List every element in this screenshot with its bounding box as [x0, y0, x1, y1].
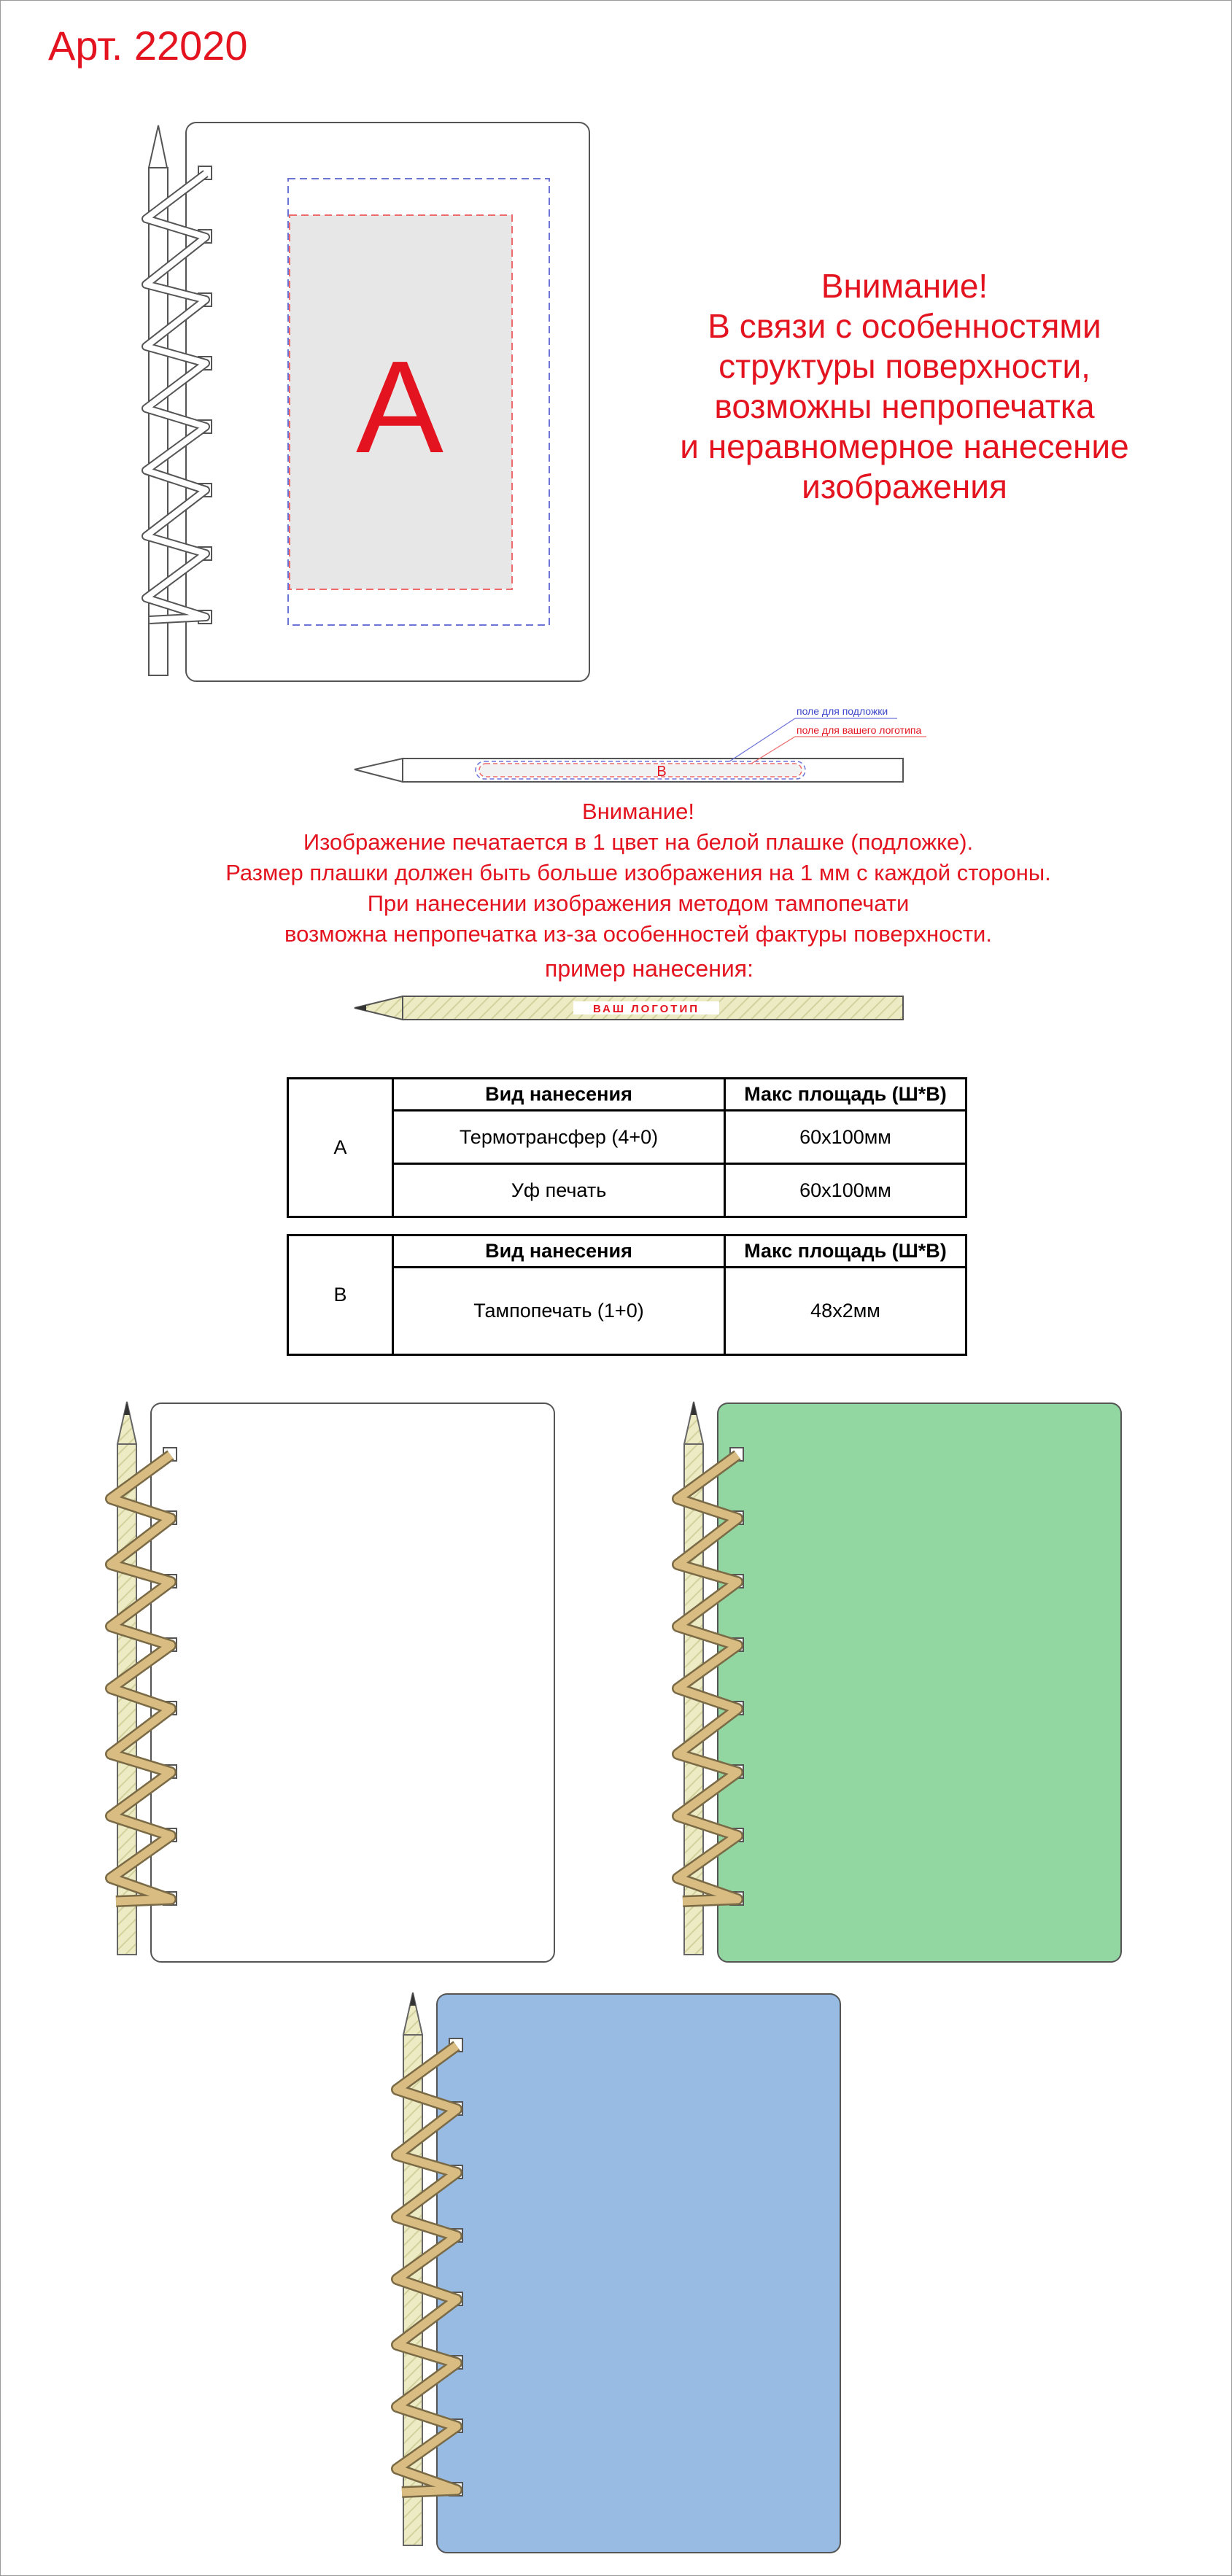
print-warning-line: Изображение печатается в 1 цвет на белой плашке (подложке). [303, 829, 974, 855]
table-cell: 60x100мм [725, 1164, 966, 1217]
legend-logo-field: поле для вашего логотипа [797, 724, 922, 736]
surface-warning-line: изображения [802, 468, 1007, 505]
print-warning-line: Внимание! [582, 799, 694, 824]
table-b-letter: B [288, 1235, 393, 1355]
table-header: Вид нанесения [393, 1079, 725, 1111]
article-number: Арт. 22020 [48, 23, 248, 69]
example-logo-text: ВАШ ЛОГОТИП [592, 1003, 700, 1015]
surface-warning-line: структуры поверхности, [718, 347, 1090, 385]
color-variants [0, 1386, 1232, 2567]
table-cell: 60x100мм [725, 1111, 966, 1164]
zone-b-letter: B [656, 764, 667, 780]
pencil-logo-field [479, 764, 802, 777]
example-pencil [0, 977, 1232, 1036]
table-a-letter: A [288, 1079, 393, 1217]
table-cell: Тампопечать (1+0) [393, 1268, 725, 1355]
spec-table-b [287, 1234, 967, 1356]
surface-warning-line: возможны непропечатка [714, 387, 1095, 425]
table-cell: 48x2мм [725, 1268, 966, 1355]
table-header: Вид нанесения [393, 1235, 725, 1268]
table-header: Макс площадь (Ш*В) [725, 1079, 966, 1111]
variant-green-cover [678, 1402, 1121, 1962]
spec-table-a [287, 1077, 967, 1218]
table-cell: Уф печать [393, 1164, 725, 1217]
zone-a-letter: A [355, 334, 444, 481]
example-label: пример нанесения: [545, 955, 753, 982]
legend-substrate-field: поле для подложки [797, 705, 888, 717]
print-warning [109, 796, 1167, 950]
print-warning-line: возможна непропечатка из-за особенностей фактуры поверхности. [284, 921, 992, 947]
print-warning-line: При нанесении изображения методом тампопечати [367, 891, 910, 916]
print-warning-line: Размер плашки должен быть больше изображения на 1 мм с каждой стороны. [225, 860, 1051, 885]
surface-warning-line: и неравномерное нанесение [680, 427, 1129, 465]
variant-blue-cover [397, 1993, 840, 2553]
variant-white-cover [111, 1402, 554, 1962]
table-header: Макс площадь (Ш*В) [725, 1235, 966, 1268]
surface-warning [627, 266, 1182, 507]
surface-warning-line: Внимание! [821, 267, 988, 305]
table-cell: Термотрансфер (4+0) [393, 1111, 725, 1164]
surface-warning-line: В связи с особенностями [708, 307, 1101, 345]
